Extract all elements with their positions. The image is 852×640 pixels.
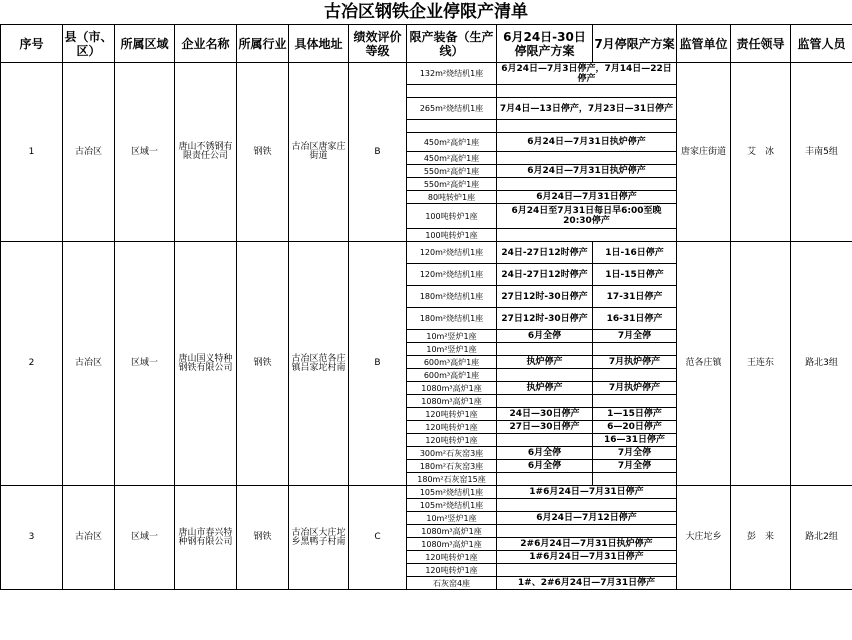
cell-june-plan: 27日12时-30日停产: [497, 286, 593, 308]
cell-equipment: 1080m³高炉1座: [407, 525, 497, 538]
cell-plan: [497, 152, 677, 165]
cell-equipment: 1080m³高炉1座: [407, 395, 497, 408]
cell-equipment: 265m²烧结机1座: [407, 98, 497, 120]
cell-plan: 7月4日—13日停产，7月23日—31日停产: [497, 98, 677, 120]
cell-july-plan: 7月执炉停产: [593, 356, 677, 369]
cell-industry: 钢铁: [237, 63, 289, 242]
col-staff: 监管人员: [791, 25, 852, 63]
cell-company: 唐山国义特种钢铁有限公司: [175, 242, 237, 486]
cell-plan: [497, 525, 677, 538]
cell-july-plan: 7月全停: [593, 330, 677, 343]
header-row: [1, 25, 852, 63]
cell-equipment: 120吨转炉1座: [407, 421, 497, 434]
cell-plan: 1#6月24日—7月31日停产: [497, 551, 677, 564]
cell-july-plan: 1—15日停产: [593, 408, 677, 421]
cell-june-plan: 27日—30日停产: [497, 421, 593, 434]
cell-plan: 1#6月24日—7月31日停产: [497, 486, 677, 499]
cell-equipment: 120m²烧结机1座: [407, 242, 497, 264]
cell-june-plan: 6月全停: [497, 447, 593, 460]
col-no: 序号: [1, 25, 63, 63]
cell-region: 区域一: [115, 242, 175, 486]
col-leader: 责任领导: [731, 25, 791, 63]
cell-plan: 6月24日—7月31日执炉停产: [497, 165, 677, 178]
cell-june-plan: [497, 369, 593, 382]
cell-industry: 钢铁: [237, 242, 289, 486]
cell-june-plan: 6月全停: [497, 330, 593, 343]
col-county: 县（市、区）: [63, 25, 115, 63]
cell-equipment: 132m²烧结机1座: [407, 63, 497, 85]
cell-june-plan: [497, 343, 593, 356]
cell-july-plan: 7月全停: [593, 447, 677, 460]
cell-no: 3: [1, 486, 63, 590]
cell-equipment: 180m²石灰窑3座: [407, 460, 497, 473]
table-row: [1, 242, 852, 264]
cell-address: 古冶区大庄坨乡黑鸭子村南: [289, 486, 349, 590]
cell-equipment: 10m²竖炉1座: [407, 512, 497, 525]
cell-county: 古冶区: [63, 486, 115, 590]
cell-equipment: 180m²石灰窑15座: [407, 473, 497, 486]
cell-staff: 路北2组: [791, 486, 852, 590]
cell-staff: 路北3组: [791, 242, 852, 486]
col-address: 具体地址: [289, 25, 349, 63]
cell-equipment: 180m²烧结机1座: [407, 308, 497, 330]
cell-july-plan: [593, 395, 677, 408]
cell-june-plan: [497, 395, 593, 408]
cell-july-plan: 16-31日停产: [593, 308, 677, 330]
cell-july-plan: 1日-15日停产: [593, 264, 677, 286]
col-equipment: 限产装备（生产线）: [407, 25, 497, 63]
cell-july-plan: 6—20日停产: [593, 421, 677, 434]
cell-leader: 彭 来: [731, 486, 791, 590]
cell-equipment: 600m³高炉1座: [407, 356, 497, 369]
cell-plan: [497, 120, 677, 133]
cell-july-plan: [593, 473, 677, 486]
cell-plan: 6月24日至7月31日每日早6:00至晚20:30停产: [497, 204, 677, 229]
col-company: 企业名称: [175, 25, 237, 63]
cell-company: 唐山不锈钢有限责任公司: [175, 63, 237, 242]
cell-plan: 1#、2#6月24日—7月31日停产: [497, 577, 677, 590]
cell-company: 唐山市春兴特种钢有限公司: [175, 486, 237, 590]
cell-july-plan: 1日-16日停产: [593, 242, 677, 264]
cell-equipment: 120吨转炉1座: [407, 564, 497, 577]
cell-july-plan: 16—31日停产: [593, 434, 677, 447]
cell-unit: 唐家庄街道: [677, 63, 731, 242]
cell-address: 古冶区范各庄镇吕家坨村南: [289, 242, 349, 486]
cell-july-plan: [593, 343, 677, 356]
cell-june-plan: 6月全停: [497, 460, 593, 473]
col-july-plan: 7月停限产方案: [593, 25, 677, 63]
cell-equipment: 600m³高炉1座: [407, 369, 497, 382]
table-row: [1, 63, 852, 85]
cell-grade: C: [349, 486, 407, 590]
cell-equipment: 120吨转炉1座: [407, 434, 497, 447]
cell-july-plan: 7月全停: [593, 460, 677, 473]
cell-grade: B: [349, 242, 407, 486]
cell-june-plan: [497, 473, 593, 486]
cell-address: 古冶区唐家庄街道: [289, 63, 349, 242]
cell-equipment: 1080m³高炉1座: [407, 382, 497, 395]
cell-june-plan: [497, 434, 593, 447]
cell-county: 古冶区: [63, 63, 115, 242]
cell-grade: B: [349, 63, 407, 242]
cell-staff: 丰南5组: [791, 63, 852, 242]
cell-plan: [497, 85, 677, 98]
cell-equipment: 105m²烧结机1座: [407, 486, 497, 499]
cell-equipment: 100吨转炉1座: [407, 229, 497, 242]
cell-equipment: 120吨转炉1座: [407, 551, 497, 564]
cell-equipment: 石灰窑4座: [407, 577, 497, 590]
col-industry: 所属行业: [237, 25, 289, 63]
cell-plan: [497, 178, 677, 191]
cell-june-plan: 执炉停产: [497, 356, 593, 369]
table-row: [1, 486, 852, 499]
cell-no: 1: [1, 63, 63, 242]
cell-plan: 6月24日—7月31日执炉停产: [497, 133, 677, 152]
cell-june-plan: 执炉停产: [497, 382, 593, 395]
shutdown-table: [0, 24, 852, 590]
cell-july-plan: 7月执炉停产: [593, 382, 677, 395]
cell-equipment: 100吨转炉1座: [407, 204, 497, 229]
cell-leader: 艾 冰: [731, 63, 791, 242]
cell-june-plan: 24日-27日12时停产: [497, 242, 593, 264]
cell-industry: 钢铁: [237, 486, 289, 590]
cell-region: 区域一: [115, 486, 175, 590]
cell-june-plan: 24日—30日停产: [497, 408, 593, 421]
cell-equipment: 10m²竖炉1座: [407, 330, 497, 343]
cell-plan: 2#6月24日—7月31日执炉停产: [497, 538, 677, 551]
cell-equipment: 300m²石灰窑3座: [407, 447, 497, 460]
cell-equipment: 450m²高炉1座: [407, 133, 497, 152]
col-unit: 监管单位: [677, 25, 731, 63]
cell-plan: 6月24日—7月31日停产: [497, 191, 677, 204]
cell-equipment: 550m²高炉1座: [407, 178, 497, 191]
cell-plan: 6月24日—7月12日停产: [497, 512, 677, 525]
cell-unit: 大庄坨乡: [677, 486, 731, 590]
cell-july-plan: 17-31日停产: [593, 286, 677, 308]
cell-june-plan: 24日-27日12时停产: [497, 264, 593, 286]
cell-plan: [497, 564, 677, 577]
cell-leader: 王连东: [731, 242, 791, 486]
cell-equipment: 10m²竖炉1座: [407, 343, 497, 356]
cell-equipment: 80吨转炉1座: [407, 191, 497, 204]
col-region: 所属区域: [115, 25, 175, 63]
cell-plan: 6月24日—7月3日停产，7月14日—22日停产: [497, 63, 677, 85]
cell-equipment: 1080m³高炉1座: [407, 538, 497, 551]
cell-june-plan: 27日12时-30日停产: [497, 308, 593, 330]
cell-county: 古冶区: [63, 242, 115, 486]
cell-equipment: 550m²高炉1座: [407, 165, 497, 178]
page-title: 古冶区钢铁企业停限产清单: [324, 2, 528, 22]
cell-july-plan: [593, 369, 677, 382]
cell-equipment: 120吨转炉1座: [407, 408, 497, 421]
cell-equipment: 120m²烧结机1座: [407, 264, 497, 286]
cell-equipment: [407, 85, 497, 98]
col-june-plan: 6月24日-30日停限产方案: [497, 25, 593, 63]
cell-equipment: 450m²高炉1座: [407, 152, 497, 165]
cell-no: 2: [1, 242, 63, 486]
cell-equipment: 105m²烧结机1座: [407, 499, 497, 512]
cell-equipment: [407, 120, 497, 133]
cell-plan: [497, 499, 677, 512]
col-grade: 绩效评价等级: [349, 25, 407, 63]
cell-plan: [497, 229, 677, 242]
cell-unit: 范各庄镇: [677, 242, 731, 486]
cell-equipment: 180m²烧结机1座: [407, 286, 497, 308]
cell-region: 区域一: [115, 63, 175, 242]
